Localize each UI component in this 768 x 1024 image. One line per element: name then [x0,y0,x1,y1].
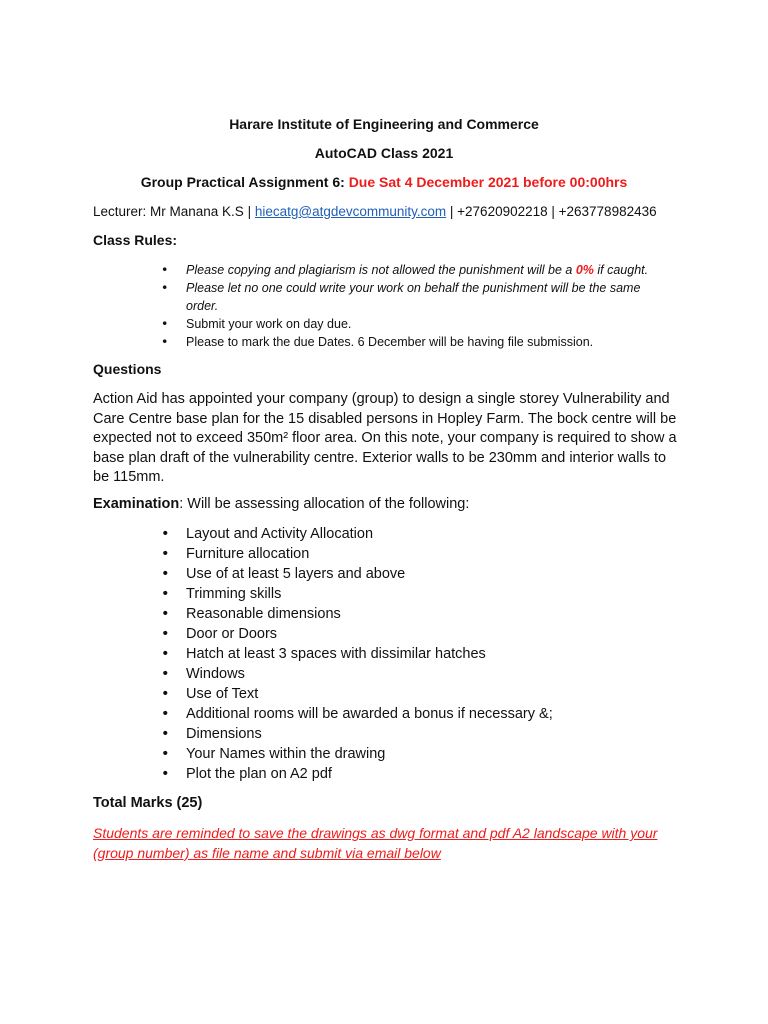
exam-item: • Additional rooms will be awarded a bonus if necessary &; [161,704,553,724]
exam-item: • Layout and Activity Allocation [161,524,553,544]
due-date: Due Sat 4 December 2021 before 00:00hrs [348,174,628,190]
submission-note: Students are reminded to save the drawings as dwg format and pdf A2 landscape with your (group number) as file name and submit via email below [93,825,658,861]
questions-heading: Questions [93,361,162,377]
examination-label: Examination [93,496,180,512]
class-title: AutoCAD Class 2021 [314,145,454,161]
separator: | [446,204,458,219]
exam-item: • Use of at least 5 layers and above [161,564,553,584]
lecturer-phones: +27620902218 | +263778982436 [457,204,657,219]
institution-title: Harare Institute of Engineering and Commerce [229,116,539,132]
exam-item: • Hatch at least 3 spaces with dissimilar hatches [161,644,553,664]
class-rules-heading: Class Rules: [93,232,178,248]
exam-item: • Trimming skills [161,584,553,604]
exam-item: • Door or Doors [161,624,553,644]
separator: | [243,204,255,219]
class-rules-list [161,261,648,351]
rule-item: • Please copying and plagiarism is not allowed the punishment will be a 0% if caught. [161,261,648,279]
exam-item: • Dimensions [161,724,553,744]
rule-item: • Please to mark the due Dates. 6 December will be having file submission. [161,333,648,351]
examination-intro: : Will be assessing allocation of the following: [179,496,470,512]
lecturer-line [93,204,657,219]
assignment-label: Group Practical Assignment 6: [140,174,345,190]
exam-item: • Reasonable dimensions [161,604,553,624]
exam-item: • Your Names within the drawing [161,744,553,764]
exam-item: • Furniture allocation [161,544,553,564]
rule-item: • Please let no one could write your work on behalf the punishment will be the same order. [161,279,648,315]
questions-body: Action Aid has appointed your company (group) to design a single storey Vulnerability and Care Centre base plan for the 15 disabled persons in Hopley Farm. The bock centre will be expected not to exceed 350m² floor area. On this note, your company is required to show a base plan draft of the vulnerability centre. Exterior walls to be 230mm and interior walls to be 115mm. [93,391,677,485]
examination-list [161,524,553,784]
zero-percent-highlight: 0% [575,263,594,277]
rule-item: • Submit your work on day due. [161,315,648,333]
exam-item: • Use of Text [161,684,553,704]
examination-line [93,496,469,512]
lecturer-email-link[interactable]: hiecatg@atgdevcommunity.com [254,204,447,219]
assignment-title [0,174,768,190]
exam-item: • Plot the plan on A2 pdf [161,764,553,784]
exam-item: • Windows [161,664,553,684]
lecturer-name: Lecturer: Mr Manana K.S [93,204,244,219]
total-marks: Total Marks (25) [93,795,203,811]
